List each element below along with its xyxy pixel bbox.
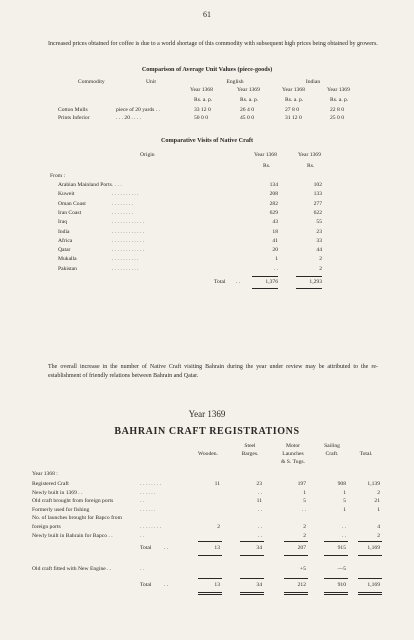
- currency-ind-1368: Rs. a. p.: [285, 97, 304, 103]
- fitted-dots: . .: [140, 566, 145, 572]
- currency-eng-1369: Rs. a. p.: [240, 97, 259, 103]
- nc-total-1369: 1,293: [309, 279, 322, 285]
- total-rule: [252, 288, 278, 289]
- reg-steel-value: . .: [257, 532, 262, 539]
- reg-motor-value: . .: [301, 506, 306, 513]
- col-eng-1368: Year 1368: [190, 87, 213, 93]
- reg-total-value: 1: [377, 506, 380, 513]
- nc-value-1368: 629: [269, 209, 278, 216]
- nc-dots: . . . . . . . . . .: [112, 191, 139, 198]
- final-total-motor: 212: [297, 582, 306, 588]
- fitted-motor: +5: [300, 566, 306, 572]
- final-total-dots: . .: [164, 582, 169, 588]
- nc-value-1369: 133: [313, 191, 322, 198]
- nc-dots: . . . . . . . . . . . .: [112, 228, 145, 235]
- total-rule: [324, 594, 348, 595]
- reg-dots: . . . . . .: [140, 506, 156, 513]
- nc-value-1368: . .: [273, 265, 278, 272]
- reg-sail-value: 1: [343, 489, 346, 496]
- nc-value-1368: 208: [269, 191, 278, 198]
- uv-row-value: 50 0 0: [194, 115, 208, 121]
- reg-label: Formerly used for fishing: [32, 506, 90, 513]
- col-steel: Barges.: [241, 451, 259, 457]
- nc-dots: . . . . . . . . . .: [112, 265, 139, 272]
- reg-total-value: 21: [374, 498, 380, 505]
- nc-value-1368: 41: [272, 237, 278, 244]
- reg-motor-value: 1: [303, 489, 306, 496]
- reg-sail-value: 908: [337, 481, 346, 487]
- col-motor: Launches: [282, 451, 304, 457]
- uv-row-commodity: Cotton Mulls: [58, 107, 88, 113]
- col-eng-1369: Year 1369: [237, 87, 260, 93]
- nc-value-1369: 102: [313, 182, 322, 188]
- col-nc-1369: Year 1369: [298, 152, 321, 158]
- total-rule: [240, 541, 264, 542]
- total-rule: [358, 594, 382, 595]
- nc-value-1369: 44: [316, 247, 322, 254]
- reg-total-sail: 915: [337, 545, 346, 551]
- total-rule: [358, 592, 382, 593]
- col-ind-1368: Year 1368: [282, 87, 305, 93]
- reg-total-total: 1,169: [367, 545, 380, 551]
- reg-label: Newly built in Bahrain for Bapco . .: [32, 532, 113, 539]
- final-total-sail: 910: [337, 582, 346, 588]
- total-rule: [240, 592, 264, 593]
- reg-label: foreign ports: [32, 524, 61, 530]
- year-heading: Year 1369: [188, 409, 226, 419]
- nc-value-1368: 134: [269, 182, 278, 188]
- total-rule: [284, 578, 308, 579]
- nc-origin: Mukalla: [58, 256, 77, 263]
- intro-paragraph: Increased prices obtained for coffee is due to a world shortage of this commodity with subsequent high prices being obtained by growers.: [48, 41, 378, 47]
- reg-steel-value: . .: [257, 506, 262, 513]
- uv-row-commodity: Prints Inferior: [58, 115, 90, 121]
- total-rule: [284, 594, 308, 595]
- col-sailing: Sailing: [324, 443, 340, 449]
- nc-dots: . . . . . . . . . . . .: [112, 237, 145, 244]
- total-rule: [296, 288, 322, 289]
- reg-total-value: 4: [377, 524, 380, 530]
- reg-dots: . . . . . . . .: [140, 524, 161, 530]
- total-rule: [198, 592, 222, 593]
- reg-label: Newly built in 1369 . .: [32, 489, 83, 496]
- uv-row-value: 33 12 0: [194, 107, 211, 113]
- col-total: Total.: [359, 451, 373, 457]
- nc-unit-1368: Rs.: [263, 163, 271, 169]
- nc-value-1369: 622: [313, 209, 322, 216]
- reg-label: Registered Craft: [32, 481, 69, 487]
- unit-values-title: Comparison of Average Unit Values (piece-goods): [141, 66, 273, 73]
- from-label: From :: [50, 173, 66, 179]
- nc-origin: Qatar: [58, 247, 71, 254]
- native-craft-title: Comparative Visits of Native Craft: [160, 137, 254, 144]
- nc-dots: . . . . . . . .: [112, 209, 133, 216]
- reg-sail-value: 5: [343, 498, 346, 505]
- uv-row-value: 22 8 0: [330, 107, 344, 113]
- total-rule: [324, 555, 348, 556]
- total-rule: [324, 578, 348, 579]
- uv-row-unit: piece of 20 yards . .: [116, 107, 160, 113]
- col-motor: & S. Tugs.: [281, 459, 305, 465]
- nc-total-1368: 1,376: [265, 279, 278, 285]
- reg-wooden-value: 11: [214, 481, 220, 487]
- col-nc-1368: Year 1368: [254, 152, 277, 158]
- reg-wooden-value: 2: [217, 524, 220, 530]
- reg-steel-value: 11: [256, 498, 262, 505]
- nc-dots: . . . . . . . .: [112, 200, 133, 207]
- reg-label: No. of launches brought for Bapco from: [32, 515, 122, 522]
- nc-total-label: Total: [214, 279, 226, 285]
- nc-origin: Oman Coast: [58, 200, 86, 207]
- total-rule: [358, 555, 382, 556]
- reg-dots: . . . . . .: [140, 489, 156, 496]
- total-rule: [240, 594, 264, 595]
- reg-total-wooden: 13: [214, 545, 220, 551]
- nc-value-1369: 277: [313, 200, 322, 207]
- col-wooden: Wooden.: [198, 451, 218, 457]
- nc-origin: India: [58, 228, 70, 235]
- total-rule: [240, 578, 264, 579]
- year-1368-label: Year 1368 :: [32, 471, 58, 477]
- reg-total-value: 2: [377, 489, 380, 496]
- nc-dots: . . . . . . . . . . . .: [112, 247, 145, 254]
- uv-row-value: 45 0 0: [240, 115, 254, 121]
- fitted-sail: —5: [337, 566, 346, 572]
- total-rule: [284, 541, 308, 542]
- nc-dots: . . . .: [112, 182, 122, 188]
- col-origin: Origin: [140, 152, 155, 158]
- total-rule: [324, 541, 348, 542]
- uv-row-value: 25 0 0: [330, 115, 344, 121]
- page-number: 61: [203, 10, 211, 19]
- nc-value-1368: 43: [272, 219, 278, 226]
- nc-value-1369: 2: [319, 265, 322, 272]
- col-sailing: Craft.: [325, 451, 339, 457]
- reg-steel-value: . .: [257, 524, 262, 530]
- nc-value-1369: 2: [319, 256, 322, 263]
- reg-motor-value: 2: [303, 524, 306, 530]
- col-indian: Indian: [305, 79, 321, 85]
- nc-dots: . . . . . . . . . . . .: [112, 219, 145, 226]
- nc-origin: Kuweit: [58, 191, 75, 198]
- reg-total-motor: 207: [297, 545, 306, 551]
- currency-eng-1368: Rs. a. p.: [194, 97, 213, 103]
- nc-origin: Iraq: [58, 219, 68, 226]
- reg-sail-value: 1: [343, 506, 346, 513]
- col-ind-1369: Year 1369: [327, 87, 350, 93]
- reg-motor-value: 5: [303, 498, 306, 505]
- final-total-label: Total: [140, 582, 152, 588]
- final-total-wooden: 13: [214, 582, 220, 588]
- total-rule: [358, 578, 382, 579]
- reg-dots: . . . . . . . .: [140, 481, 161, 487]
- nc-dots: . . . . . . . . . .: [112, 256, 139, 263]
- reg-total-value: 2: [377, 532, 380, 539]
- reg-motor-value: 197: [297, 481, 306, 487]
- total-rule: [198, 541, 222, 542]
- nc-value-1368: 20: [272, 247, 278, 254]
- nc-unit-1369: Rs.: [307, 163, 315, 169]
- uv-row-value: 27 8 0: [285, 107, 299, 113]
- nc-value-1369: 55: [316, 219, 322, 226]
- reg-total-value: 1,139: [367, 481, 380, 487]
- nc-value-1368: 18: [272, 228, 278, 235]
- reg-total-steel: 34: [256, 545, 262, 551]
- reg-dots: . .: [140, 532, 145, 539]
- total-rule: [198, 594, 222, 595]
- col-steel: Steel: [244, 443, 256, 449]
- reg-motor-value: 2: [303, 532, 306, 539]
- nc-value-1368: 282: [269, 200, 278, 207]
- uv-row-value: 31 12 0: [285, 115, 302, 121]
- currency-ind-1369: Rs. a. p.: [330, 97, 349, 103]
- total-rule: [198, 578, 222, 579]
- col-unit: Unit: [146, 79, 156, 85]
- reg-sail-value: . .: [341, 532, 346, 539]
- overall-paragraph: The overall increase in the number of Native Craft visiting Bahrain during the year under review may be attributed to the re-establishment of friendly relations between Bahrain and Qatar.: [48, 364, 378, 379]
- reg-steel-value: 23: [256, 481, 262, 487]
- total-rule: [198, 555, 222, 556]
- nc-origin: Arabian Mainland Ports: [58, 182, 112, 188]
- final-total-total: 1,169: [367, 582, 380, 588]
- reg-label: Old craft brought from foreign ports: [32, 498, 114, 505]
- col-english: English: [226, 79, 244, 85]
- final-total-steel: 34: [256, 582, 262, 588]
- total-rule: [324, 592, 348, 593]
- total-rule: [284, 555, 308, 556]
- reg-total-dots: . .: [164, 545, 169, 551]
- total-rule: [284, 592, 308, 593]
- reg-steel-value: . .: [257, 489, 262, 496]
- nc-value-1368: 1: [275, 256, 278, 263]
- total-rule: [240, 555, 264, 556]
- uv-row-unit: . . . 20 . . . .: [116, 115, 142, 121]
- uv-row-value: 26 4 0: [240, 107, 254, 113]
- total-rule: [358, 541, 382, 542]
- nc-origin: Africa: [58, 237, 73, 244]
- total-rule: [252, 276, 278, 277]
- reg-dots: . .: [140, 498, 145, 505]
- col-commodity: Commodity: [78, 79, 105, 85]
- reg-sail-value: . .: [341, 524, 346, 530]
- registrations-title: BAHRAIN CRAFT REGISTRATIONS: [114, 426, 300, 437]
- fitted-label: Old craft fitted with New Engine . .: [32, 566, 112, 572]
- total-rule: [296, 276, 322, 277]
- nc-value-1369: 23: [316, 228, 322, 235]
- col-motor: Motor: [286, 443, 300, 449]
- nc-origin: Iran Coast: [58, 209, 82, 216]
- nc-total-dots: . .: [236, 279, 241, 285]
- nc-value-1369: 33: [316, 237, 322, 244]
- reg-total-label: Total: [140, 545, 152, 551]
- nc-origin: Pakistan: [58, 265, 77, 272]
